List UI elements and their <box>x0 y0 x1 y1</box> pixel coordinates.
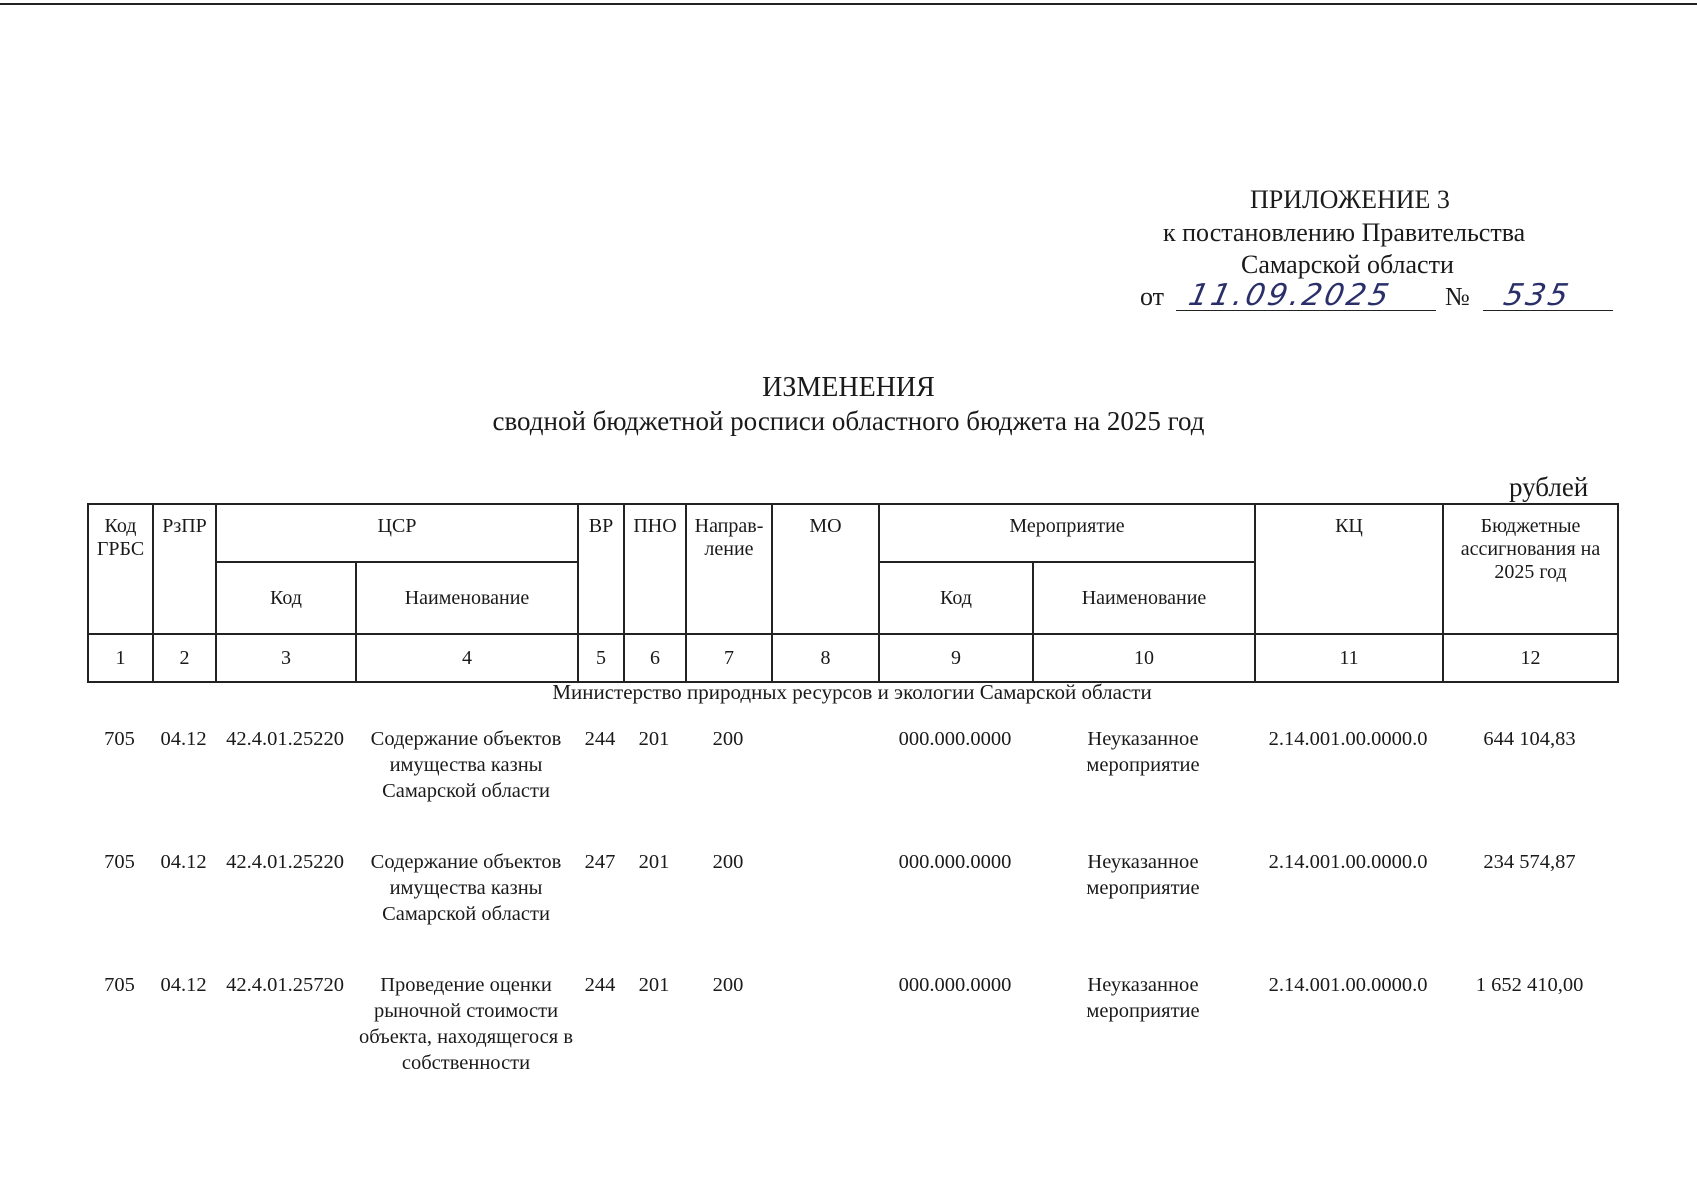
cell-mer-name: Неуказанное мероприятие <box>1086 851 1200 899</box>
header-meropriyatie: Мероприятие <box>879 504 1255 562</box>
cell-csr-name: Содержание объектов имущества казны Самарской области <box>370 851 562 925</box>
cell-pno: 201 <box>638 728 670 750</box>
header-kc: КЦ <box>1255 504 1443 634</box>
column-number: 3 <box>216 634 356 682</box>
header-csr-kod: Код <box>216 562 356 634</box>
appendix-subtitle: к постановлению Правительства <box>1163 218 1526 247</box>
cell-csr: 42.4.01.25720 <box>226 974 344 996</box>
column-number: 11 <box>1255 634 1443 682</box>
cell-mer-kod: 000.000.0000 <box>898 728 1012 750</box>
cell-csr: 42.4.01.25220 <box>226 851 344 873</box>
cell-pno: 201 <box>638 974 670 996</box>
cell-vr: 244 <box>584 728 616 750</box>
cell-grbs: 705 <box>104 728 135 750</box>
column-number: 1 <box>88 634 153 682</box>
appendix-title: ПРИЛОЖЕНИЕ 3 <box>1250 185 1450 214</box>
cell-grbs: 705 <box>104 851 135 873</box>
column-number: 6 <box>624 634 686 682</box>
column-number: 10 <box>1033 634 1255 682</box>
cell-rzpr: 04.12 <box>160 728 207 750</box>
number-prefix: № <box>1445 282 1470 311</box>
appendix-region: Самарской области <box>1241 250 1454 279</box>
cell-vr: 247 <box>584 851 616 873</box>
cell-rzpr: 04.12 <box>160 974 207 996</box>
cell-vr: 244 <box>584 974 616 996</box>
header-mo: МО <box>772 504 879 634</box>
cell-pno: 201 <box>638 851 670 873</box>
header-mer-kod: Код <box>879 562 1033 634</box>
budget-table-header <box>87 503 1619 683</box>
cell-kc: 2.14.001.00.0000.0 <box>1268 728 1428 750</box>
header-csr: ЦСР <box>216 504 578 562</box>
header-kod-grbs: Код ГРБС <box>88 504 153 634</box>
header-pno: ПНО <box>624 504 686 634</box>
header-napravlenie: Направ-ление <box>686 504 772 634</box>
document-title: ИЗМЕНЕНИЯ <box>762 372 935 403</box>
header-mer-name: Наименование <box>1033 562 1255 634</box>
cell-rzpr: 04.12 <box>160 851 207 873</box>
cell-napr: 200 <box>712 851 744 873</box>
appendix-date-line <box>1140 278 1616 313</box>
cell-csr-name: Проведение оценки рыночной стоимости объекта, находящегося в собственности <box>358 974 574 1074</box>
cell-grbs: 705 <box>104 974 135 996</box>
column-number: 2 <box>153 634 216 682</box>
column-number: 9 <box>879 634 1033 682</box>
cell-mer-name: Неуказанное мероприятие <box>1086 728 1200 776</box>
cell-amount: 644 104,83 <box>1483 728 1576 750</box>
ministry-name: Министерство природных ресурсов и экологии Самарской области <box>552 680 1152 704</box>
header-vr: ВР <box>578 504 624 634</box>
column-number: 12 <box>1443 634 1618 682</box>
column-number: 5 <box>578 634 624 682</box>
column-number: 8 <box>772 634 879 682</box>
column-number: 7 <box>686 634 772 682</box>
cell-mer-kod: 000.000.0000 <box>898 974 1012 996</box>
cell-napr: 200 <box>712 974 744 996</box>
top-border-line <box>0 3 1697 5</box>
cell-mer-name: Неуказанное мероприятие <box>1086 974 1200 1022</box>
document-subtitle: сводной бюджетной росписи областного бюджета на 2025 год <box>492 406 1205 436</box>
cell-amount: 1 652 410,00 <box>1475 974 1584 996</box>
cell-kc: 2.14.001.00.0000.0 <box>1268 974 1428 996</box>
cell-amount: 234 574,87 <box>1483 851 1576 873</box>
column-number: 4 <box>356 634 578 682</box>
cell-csr: 42.4.01.25220 <box>226 728 344 750</box>
handwritten-date: 11.09.2025 <box>1175 282 1441 311</box>
cell-csr-name: Содержание объектов имущества казны Самарской области <box>370 728 562 802</box>
handwritten-number: 535 <box>1483 282 1619 311</box>
header-csr-name: Наименование <box>356 562 578 634</box>
units-label: рублей <box>1509 472 1589 502</box>
cell-napr: 200 <box>712 728 744 750</box>
date-prefix: от <box>1140 282 1165 311</box>
header-rzpr: РзПР <box>153 504 216 634</box>
cell-mer-kod: 000.000.0000 <box>898 851 1012 873</box>
header-budget: Бюджетные ассигнования на 2025 год <box>1443 504 1618 634</box>
cell-kc: 2.14.001.00.0000.0 <box>1268 851 1428 873</box>
